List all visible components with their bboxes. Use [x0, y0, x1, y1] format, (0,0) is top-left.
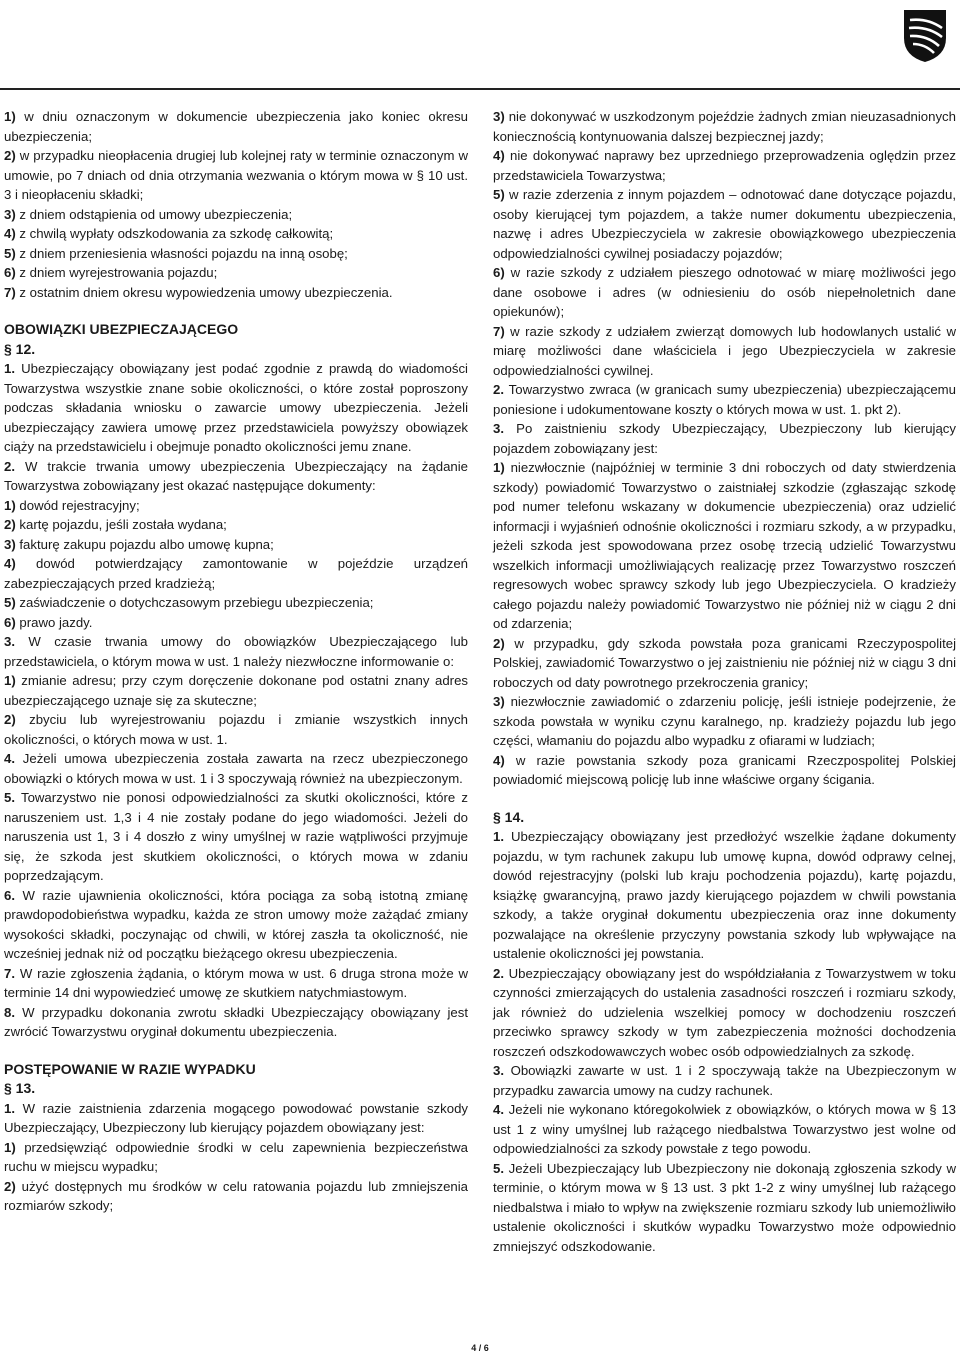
list-item: 2) użyć dostępnych mu środków w celu ratowania pojazdu lub zmniejszenia rozmiarów szkody; [4, 1178, 468, 1213]
paragraph: 3. Obowiązki zawarte w ust. 1 i 2 spoczywają także na Ubezpieczonym w przypadku zawarcia umowy na cudzy rachunek. [493, 1063, 956, 1098]
list-item: 6) w razie szkody z udziałem pieszego odnotować w miarę możliwości jego dane osobowe i adres (w odniesieniu do osób niepełnoletnich dane opiekunów); [493, 265, 956, 319]
list-item: 4) nie dokonywać naprawy bez uprzedniego przeprowadzenia oględzin przez przedstawiciela Towarzystwa; [493, 148, 956, 183]
list-item: 1) w dniu oznaczonym w dokumencie ubezpieczenia jako koniec okresu ubezpieczenia; [4, 109, 468, 144]
list-item: 1) zmianie adresu; przy czym doręczenie dokonane pod ostatni znany adres ubezpieczającego uznaje się za skuteczne; [4, 673, 468, 708]
list-item: 4) z chwilą wypłaty odszkodowania za szkodę całkowitą; [4, 226, 334, 241]
section-12-body [4, 359, 468, 1042]
list-item: 3) nie dokonywać w uszkodzonym pojeździe żadnych zmian nieuzasadnionych koniecznością kontynuowania dalszej bezpiecznej jazdy; [493, 109, 956, 144]
section-number-14: § 14. [493, 808, 525, 825]
list-item: 6) prawo jazdy. [4, 614, 93, 630]
list-item: 3) niezwłocznie zawiadomić o zdarzeniu policję, jeśli istnieje podejrzenie, że szkoda powstała w wyniku czynu karalnego, np. kradzieży pojazdu lub jego części, włamaniu do pojazdu albo wypadku z ofiarami w ludziach; [493, 694, 956, 748]
paragraph: 5. Jeżeli Ubezpieczający lub Ubezpieczony nie dokonają zgłoszenia szkody w terminie, o którym mowa w § 13 ust. 3 pkt 1-2 z winy umyślnej lub rażącego niedbalstwa i miało to wpływ na zwiększenie rozmiaru szkody lub uniemożliwiło ustalenie okoliczności i skutków wypadku Towarzystwo może odpowiednio zmniejszyć odszkodowanie. [493, 1160, 956, 1254]
list-item: 5) z dniem przeniesienia własności pojazdu na inną osobę; [4, 245, 348, 261]
section-14-body [493, 827, 956, 1256]
right-column [493, 107, 956, 1256]
list-item: 3) fakturę zakupu pojazdu albo umowę kupna; [4, 536, 274, 552]
section-heading-obligations: OBOWIĄZKI UBEZPIECZAJĄCEGO [4, 321, 239, 337]
list-item: 1) przedsięwziąć odpowiednie środki w celu zapewnienia bezpieczeństwa ruchu w miejscu wypadku; [4, 1139, 468, 1174]
header-rule [0, 88, 960, 90]
list-item: 5) zaświadczenie o dotychczasowym przebiegu ubezpieczenia; [4, 595, 374, 610]
page-number: 4 / 6 [471, 1343, 489, 1353]
list-item: 4) dowód potwierdzający zamontowanie w pojeździe urządzeń zabezpieczających przed kradzieżą; [4, 556, 468, 591]
paragraph: 2. W trakcie trwania umowy ubezpieczenia Ubezpieczający na żądanie Towarzystwa zobowiązany jest okazać następujące dokumenty: [4, 458, 468, 493]
section-13-body [4, 1099, 468, 1216]
list-item: 2) zbyciu lub wyrejestrowaniu pojazdu i zmianie wszystkich innych okoliczności, o których mowa w ust. 1. [4, 712, 468, 747]
left-column [4, 107, 468, 1216]
paragraph: 5. Towarzystwo nie ponosi odpowiedzialności za skutki okoliczności, które z naruszeniem ust. 1,3 i 4 nie zostały podane do jego wiadomości. Jeżeli do naruszenia ust 1, 3 i 4 doszło z winy umyślnej w razie wątpliwości przyjmuje się, że szkoda jest skutkiem okoliczności, o których mowa w zdaniu poprzedzającym. [4, 790, 468, 883]
list-item: 3) z dniem odstąpienia od umowy ubezpieczenia; [4, 206, 293, 222]
section-number-12: § 12. [4, 340, 36, 357]
paragraph: 2. Ubezpieczający obowiązany jest do współdziałania z Towarzystwem w toku czynności zmierzających do ustalenia zasadności roszczeń i rozmiaru szkody, jak również do udzielenia wszelkiej pomocy w dochodzeniu roszczeń przeciwko sprawcy szkody w tym zabezpieczenia możności dochodzenia roszczeń odszkodowawczych wobec osób odpowiedzialnych za szkodę. [493, 965, 956, 1059]
paragraph: 3. Po zaistnieniu szkody Ubezpieczający, Ubezpieczony lub kierujący pojazdem zobowiązany jest: [493, 421, 956, 456]
paragraph: 3. W czasie trwania umowy do obowiązków Ubezpieczającego lub przedstawiciela, o którym mowa w ust. 1 należy niezwłoczne informowanie o: [4, 634, 468, 669]
list-item: 2) w przypadku nieopłacenia drugiej lub kolejnej raty w terminie oznaczonym w umowie, po 7 dniach od dnia otrzymania wezwania o którym mowa w § 10 ust. 3 i nieopłaceniu składki; [4, 148, 468, 202]
company-swoosh-logo-icon [902, 4, 948, 64]
paragraph: 2. Towarzystwo zwraca (w granicach sumy ubezpieczenia) ubezpieczającemu poniesione i udokumentowane koszty o których mowa w ust. 1. pkt 2). [493, 382, 956, 417]
section-13-continued [493, 107, 956, 790]
paragraph: 4. Jeżeli nie wykonano któregokolwiek z obowiązków, o których mowa w § 13 ust 1 z winy umyślnej lub rażącego niedbalstwa Towarzystwo jest wolne od odpowiedzialności za szkody powstałe z tego powodu. [493, 1102, 956, 1156]
paragraph: 1. Ubezpieczający obowiązany jest przedłożyć wszelkie żądane dokumenty pojazdu, w tym rachunek zakupu lub umowę kupna, dowód odprawy celnej, dowód rejestracyjny (polski lub kraju pochodzenia pojazdu), kartę pojazdu, książkę gwarancyjną, prawo jazdy kierującego pojazdem w chwili powstania szkody, a także oryginał dokumentu ubezpieczenia oraz inne dokumenty pozwalające na określenie przyczyny powstania szkody lub wpływające na ustalenie okoliczności jej powstania. [493, 829, 956, 961]
paragraph: 8. W przypadku dokonania zwrotu składki Ubezpieczający obowiązany jest zwrócić Towarzystwu oryginał dokumentu ubezpieczenia. [4, 1004, 468, 1039]
paragraph: 7. W razie zgłoszenia żądania, o którym mowa w ust. 6 druga strona może w terminie 14 dni wypowiedzieć umowę ze skutkiem natychmiastowym. [4, 965, 468, 1000]
list-item: 4) w razie powstania szkody poza granicami Rzeczpospolitej Polskiej powiadomić miejscową policję lub inne właściwe organy ścigania. [493, 752, 956, 787]
list-item: 1) dowód rejestracyjny; [4, 497, 140, 513]
paragraph: 6. W razie ujawnienia okoliczności, która pociąga za sobą istotną zmianę prawdopodobieństwa wypadku, każda ze stron umowy może zażądać zmiany wysokości składki, poczynając od chwili, w której zaszła ta okoliczność, nie wcześniej jednak niż od początku bieżącego okresu ubezpieczenia. [4, 887, 468, 961]
list-item: 1) niezwłocznie (najpóźniej w terminie 3 dni roboczych od daty stwierdzenia szkody) powiadomić Towarzystwo o zaistniałej szkodzie (zgłaszając szkodę pod numer telefonu wskazany w dokumencie ubezpieczenia) oraz udzielić informacji i wyjaśnień odnośnie okoliczności i rozmiaru szkody, a w przypadku, jeżeli szkoda jest spowodowana przez osobę trzecią udzielić Towarzystwu wszelkich informacji umożliwiających realizację przez Towarzystwo roszczeń regresowych wobec sprawcy szkody lub jego Ubezpieczyciela. O kradzieży całego pojazdu należy powiadomić Towarzystwo nie później niż w ciągu 2 dni od zdarzenia; [493, 460, 956, 631]
termination-list [4, 107, 468, 302]
paragraph: 1. W razie zaistnienia zdarzenia mogącego powodować powstanie szkody Ubezpieczający, Ubezpieczony lub kierujący pojazdem obowiązany jest: [4, 1100, 468, 1135]
list-item: 7) w razie szkody z udziałem zwierząt domowych lub hodowlanych ustalić w miarę możliwości dane właściciela i jego Ubezpieczyciela w zakresie odpowiedzialności cywilnej. [493, 323, 956, 378]
list-item: 2) kartę pojazdu, jeśli została wydana; [4, 517, 227, 532]
list-item: 5) w razie zderzenia z innym pojazdem – odnotować dane dotyczące pojazdu, osoby kierującej tym pojazdem, a także numer dokumentu ubezpieczenia, nazwę i adres Ubezpieczyciela w zakresie obowiązkowego ubezpieczenia odpowiedzialności cywilnej posiadaczy pojazdów; [493, 187, 956, 261]
list-item: 2) w przypadku, gdy szkoda powstała poza granicami Rzeczypospolitej Polskiej, zawiadomić Towarzystwo o jej zaistnieniu nie później niż w ciągu 3 dni roboczych od daty powrotnego przekroczenia granicy; [493, 635, 956, 690]
paragraph: 4. Jeżeli umowa ubezpieczenia została zawarta na rzecz ubezpieczonego obowiązki o których mowa w ust. 1 i 3 spoczywają również na ubezpieczonym. [4, 751, 468, 786]
list-item: 6) z dniem wyrejestrowania pojazdu; [4, 265, 218, 280]
section-heading-accident-procedure: POSTĘPOWANIE W RAZIE WYPADKU [4, 1060, 256, 1077]
paragraph: 1. Ubezpieczający obowiązany jest podać zgodnie z prawdą do wiadomości Towarzystwa wszystkie znane sobie okoliczności, o które został poproszony podczas składania wniosku o zawarcie umowy ubezpieczenia. Jeżeli ubezpieczający zawiera umowę przez przedstawiciela powyższy obowiązek ciąży na przedstawicielu i obejmuje ponadto okoliczności jemu znane. [4, 361, 468, 454]
section-number-13: § 13. [4, 1080, 36, 1096]
list-item: 7) z ostatnim dniem okresu wypowiedzenia umowy ubezpieczenia. [4, 284, 393, 300]
